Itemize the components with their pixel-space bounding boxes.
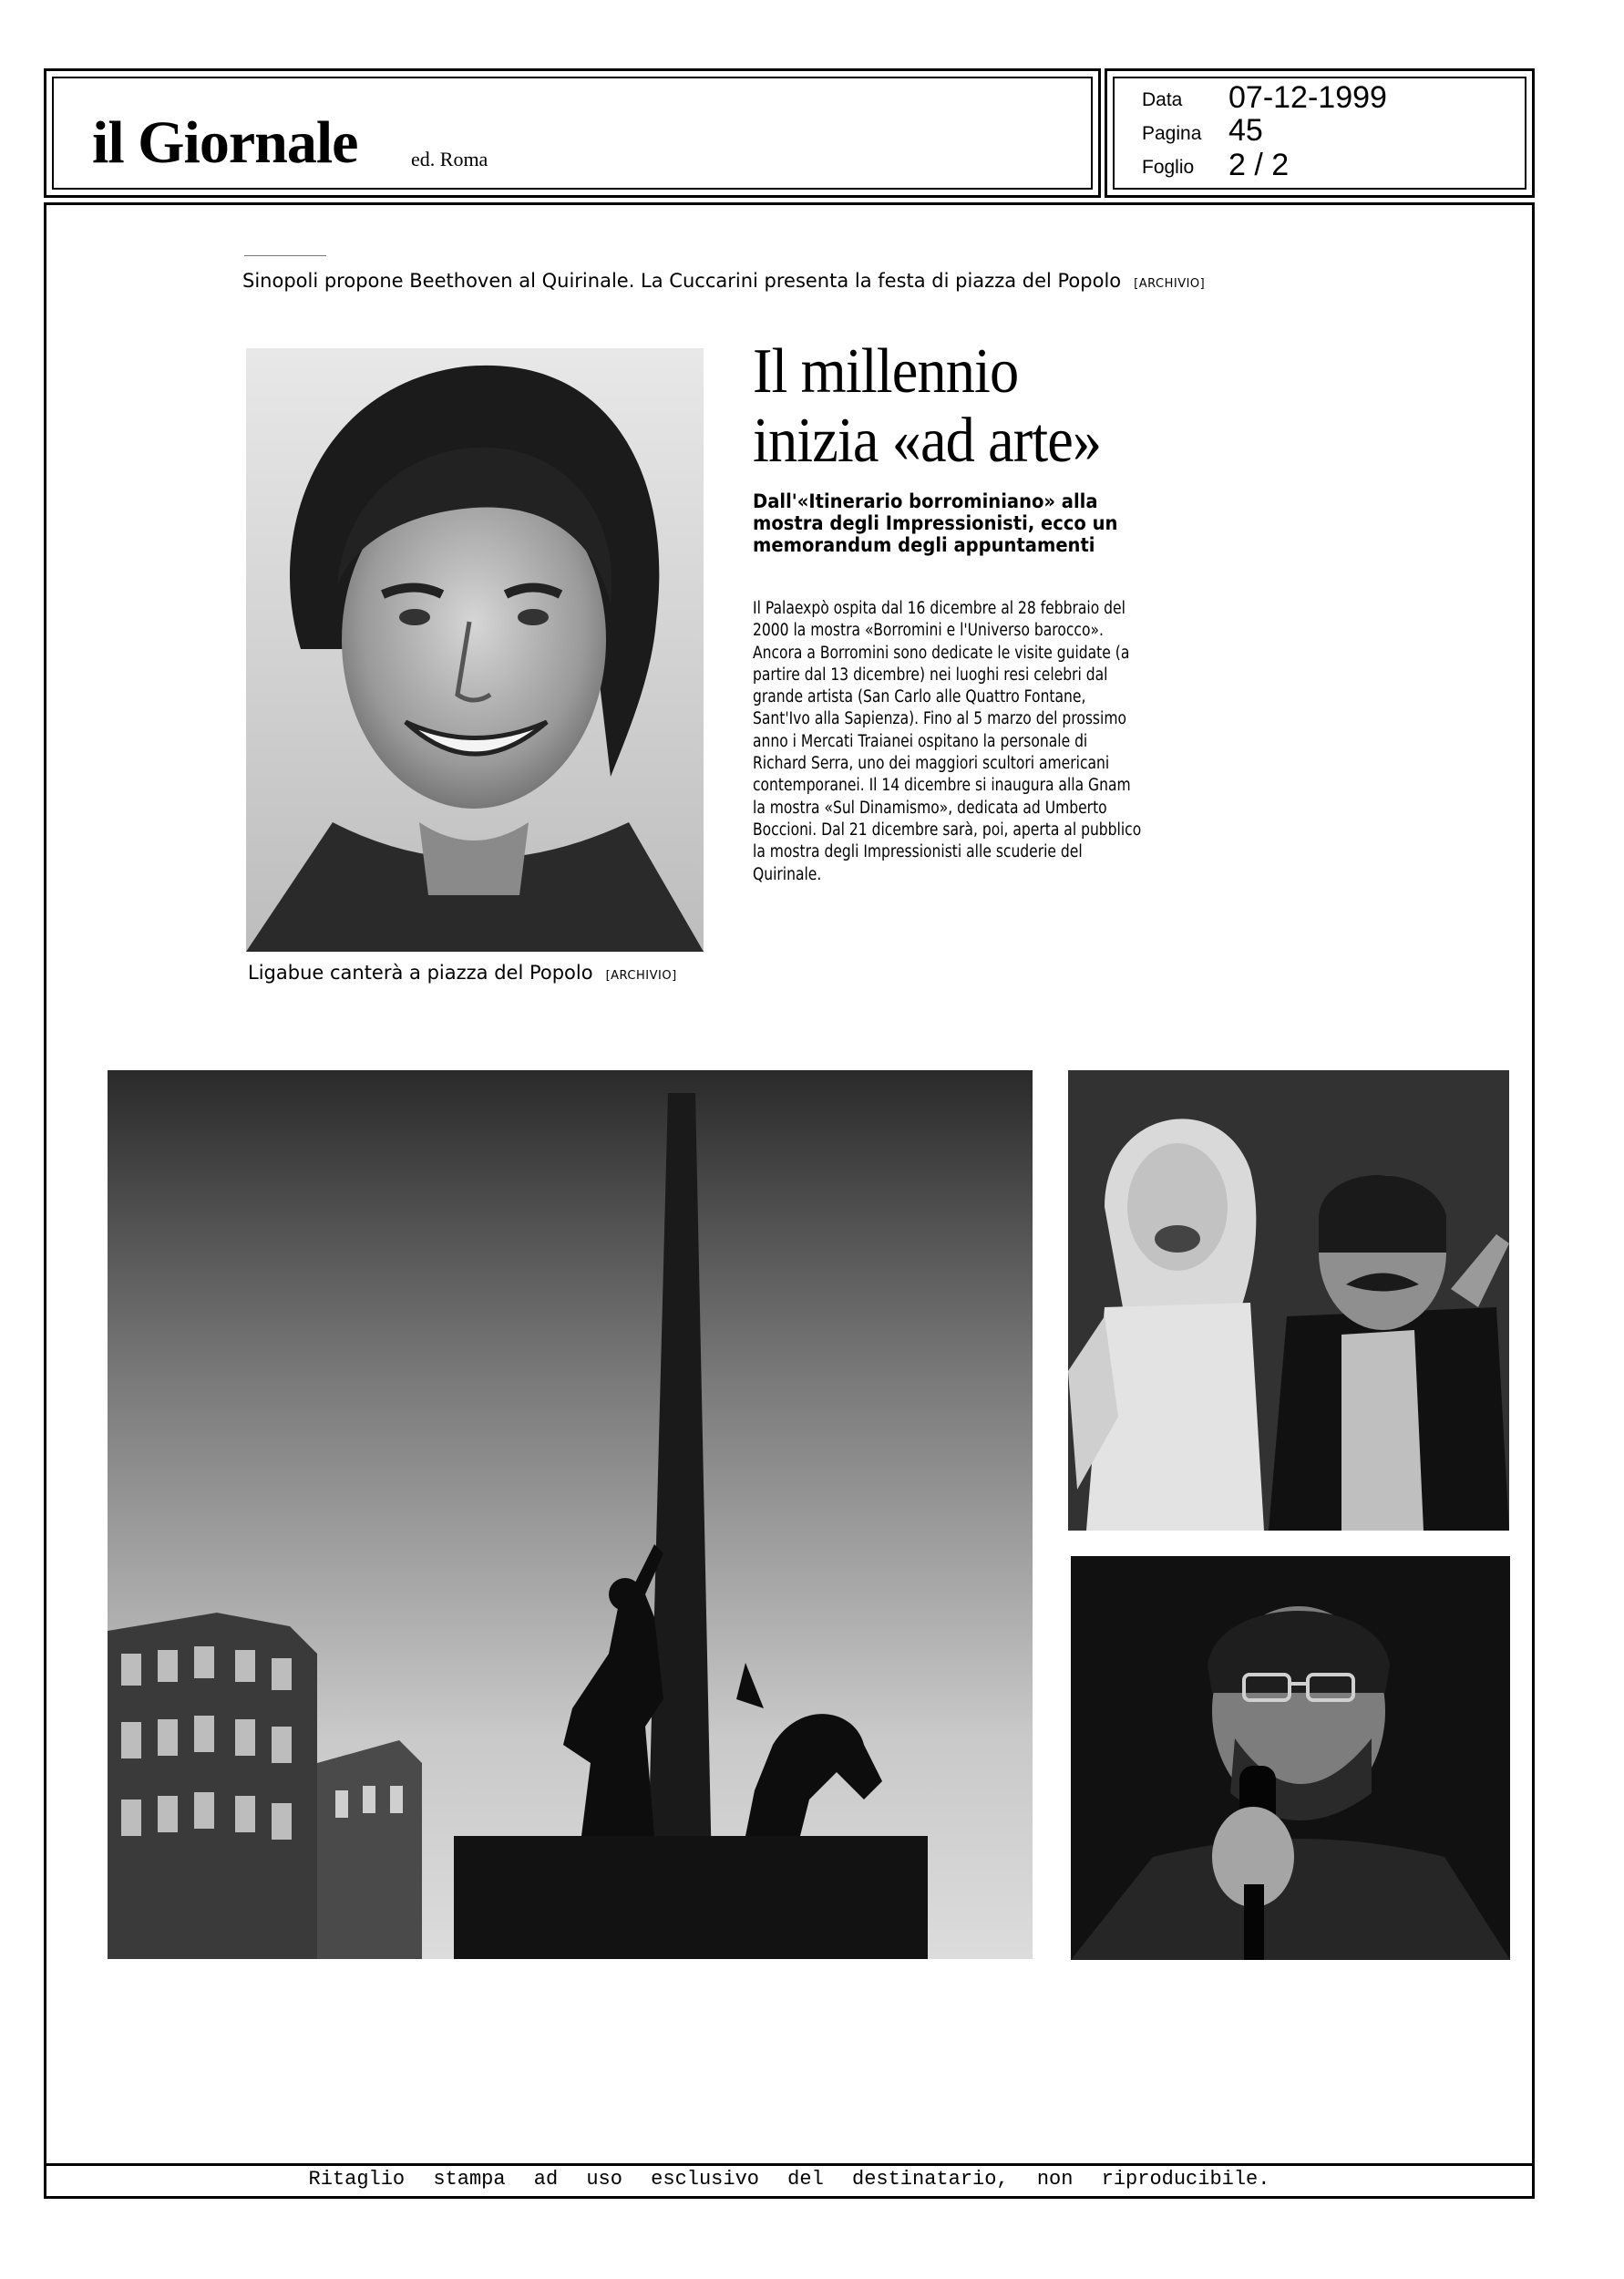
top-photo-caption — [242, 270, 1205, 292]
sheet-value: 2 / 2 — [1228, 148, 1290, 182]
footer-disclaimer: Ritaglio stampa ad uso esclusivo del destinatario, non riproducibile. — [308, 2168, 1270, 2191]
article-headline — [753, 337, 1156, 476]
footer-rule — [44, 2163, 1535, 2166]
quirinale-photo-graphic — [108, 1070, 1033, 1959]
date-value: 07-12-1999 — [1228, 80, 1387, 115]
metadata-inner-border — [1113, 77, 1526, 190]
newspaper-logo: il Giornale — [92, 109, 358, 176]
cuccarini-photo — [1068, 1070, 1509, 1531]
page-value: 45 — [1228, 113, 1263, 148]
article-body-paragraph: Il Palaexpò ospita dal 16 dicembre al 28 febbraio del 2000 la mostra «Borromini e l'Universo barocco». Ancora a Borromini sono dedicate le visite guidate (a partire dal 13 dicembre) nei luoghi resi celebri dal grande artista (San Carlo alle Quattro Fontane, Sant'Ivo alla Sapienza). Fino al 5 marzo del prossimo anno i Mercati Traianei ospitano la personale di Richard Serra, uno dei maggiori scultori americani contemporanei. Il 14 dicembre si inaugura alla Gnam la mostra «Sul Dinamismo», dedicata ad Umberto Boccioni. Dal 21 dicembre sarà, poi, aperta al pubblico la mostra degli Impressionisti alle scuderie del Quirinale. — [753, 599, 1142, 884]
portrait-photo-graphic — [246, 348, 704, 952]
portrait-caption-credit: [ARCHIVIO] — [605, 969, 677, 983]
masthead-box — [44, 68, 1101, 198]
headline-line-2: inizia «ad arte» — [753, 406, 1102, 476]
masthead-inner-border — [52, 77, 1093, 190]
metadata-box — [1105, 68, 1535, 198]
article-subhead: Dall'«Itinerario borrominiano» alla mostra degli Impressionisti, ecco un memorandum degli appuntamenti — [753, 490, 1118, 556]
cuccarini-photo-graphic — [1068, 1070, 1509, 1531]
sinopoli-photo — [1071, 1556, 1510, 1960]
quirinale-photo — [108, 1070, 1033, 1959]
portrait-photo — [246, 348, 704, 952]
sinopoli-photo-graphic — [1071, 1556, 1510, 1960]
sheet-label: Foglio — [1142, 157, 1195, 178]
article-body — [753, 598, 1143, 886]
caption-rule — [244, 255, 326, 256]
edition-label: ed. Roma — [411, 148, 488, 170]
top-caption-text: Sinopoli propone Beethoven al Quirinale. La Cuccarini presenta la festa di piazza del Popolo — [242, 270, 1122, 292]
top-caption-credit: [ARCHIVIO] — [1134, 277, 1206, 291]
portrait-caption — [248, 962, 677, 984]
portrait-caption-text: Ligabue canterà a piazza del Popolo — [248, 962, 593, 984]
headline-line-1: Il millennio — [753, 336, 1019, 407]
page-label: Pagina — [1142, 123, 1202, 144]
date-label: Data — [1142, 89, 1183, 110]
